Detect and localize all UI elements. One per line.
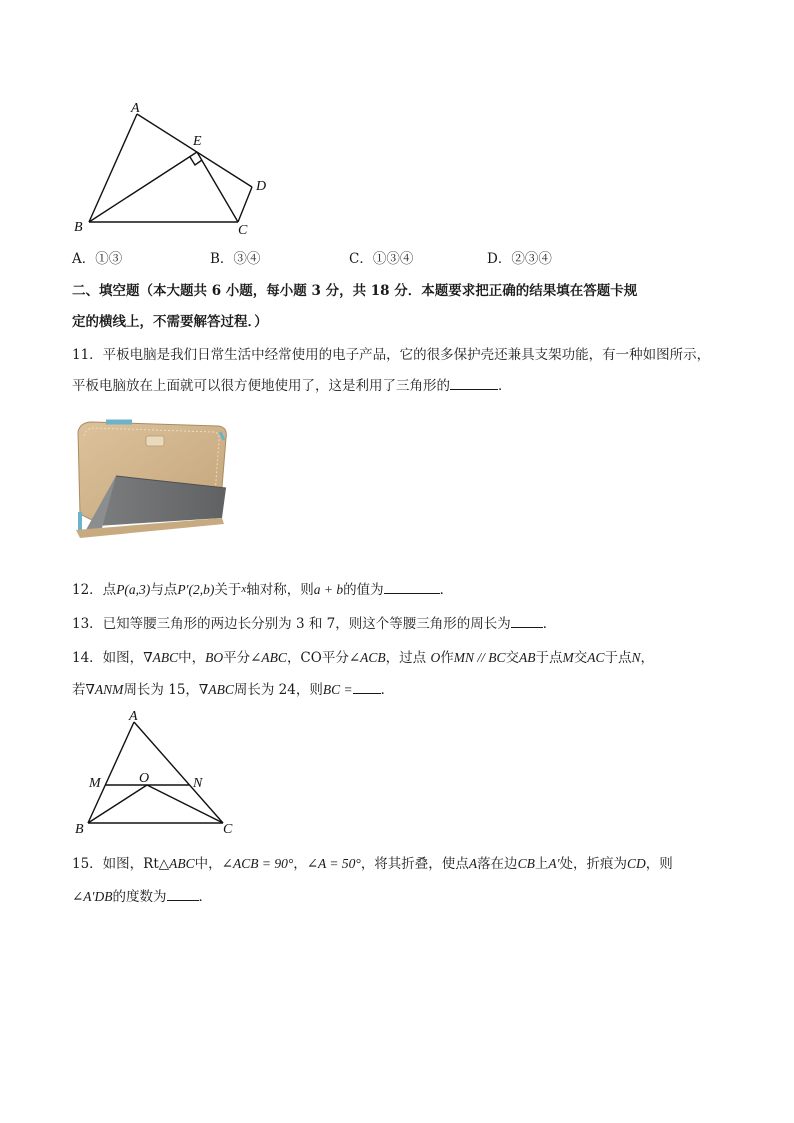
question-text: 交: [505, 650, 519, 666]
question-text: 交: [573, 650, 588, 666]
math-expression: ABC: [169, 856, 195, 871]
answer-blank: [450, 377, 498, 390]
question-text: 落在边: [477, 856, 518, 872]
option-a: A．①③: [72, 251, 123, 267]
label-a: A: [129, 709, 138, 724]
math-expression: ∠ACB: [348, 650, 386, 665]
question-text: ，将其折叠，使点: [360, 856, 469, 872]
question-text: 周长为 15，: [123, 682, 199, 698]
segment-ad: [137, 114, 252, 187]
q12-line: 12．点P(a,3)与点P′(2,b)关于x轴对称，则a + b的值为 ．: [72, 582, 454, 598]
answer-blank: [353, 681, 381, 694]
math-expression: O: [430, 650, 441, 665]
label-b: B: [74, 220, 83, 235]
label-b: B: [75, 822, 84, 837]
label-c: C: [223, 822, 233, 837]
segment-dc: [238, 187, 252, 222]
q13-line: 13．已知等腰三角形的两边长分别为 3 和 7，则这个等腰三角形的周长为 ．: [72, 616, 557, 632]
math-expression: ∇ABC: [198, 682, 234, 697]
question-text: 15．如图，Rt△: [72, 856, 170, 872]
section-2-header-line1: 二、填空题（本大题共 6 小题，每小题 3 分，共 18 分．本题要求把正确的结果填在答题卡规: [72, 283, 638, 299]
math-expression: AC: [587, 650, 605, 665]
math-expression: M: [562, 650, 574, 665]
math-expression: A: [468, 856, 478, 871]
question-text: 的度数为: [112, 889, 167, 905]
label-d: D: [256, 179, 267, 194]
question-text: 中，: [178, 650, 206, 666]
segment-co: [147, 785, 223, 823]
math-expression: ∇ANM: [85, 682, 124, 697]
option-d: D．②③④: [487, 251, 552, 267]
q15-line1: [72, 852, 673, 872]
q14-line2: 若∇ANM周长为 15，∇ABC周长为 24，则BC = ．: [72, 682, 395, 698]
question-text: ，: [640, 650, 654, 666]
question-text: 14．如图，: [72, 650, 144, 666]
question-text: ，过点: [385, 650, 431, 666]
option-b: B．③④: [210, 251, 261, 267]
question-text: 于点: [535, 650, 563, 666]
figure-2-triangle: [70, 705, 240, 840]
q11-line1: 11．平板电脑是我们日常生活中经常使用的电子产品，它的很多保护壳还兼具支架功能，有一种如图所示，: [72, 347, 711, 363]
math-expression: A′: [548, 856, 560, 871]
math-expression: ∠ABC: [250, 650, 287, 665]
label-o: O: [139, 771, 150, 786]
question-text: 中，: [194, 856, 222, 872]
section-2-header-line2: 定的横线上，不需要解答过程．）: [72, 314, 268, 330]
question-text: 周长为 24，则: [233, 682, 323, 698]
math-expression: AB: [518, 650, 536, 665]
question-text: ，CO平分: [286, 650, 349, 666]
math-expression: ∠ACB = 90°: [221, 856, 294, 871]
question-text: 平分: [223, 650, 251, 666]
math-expression: MN // BC: [453, 650, 506, 665]
question-text: 作: [440, 650, 454, 666]
tablet-stand-photo: [72, 418, 232, 540]
label-e: E: [193, 134, 202, 149]
answer-blank: [511, 615, 543, 628]
question-text: 若: [72, 682, 86, 698]
label-c: C: [238, 223, 248, 238]
question-text: ，则: [645, 856, 673, 872]
math-expression: N: [631, 650, 641, 665]
q14-line1: [72, 646, 654, 666]
math-expression: ∠A′DB: [72, 889, 113, 904]
label-a: A: [131, 101, 140, 116]
label-m: M: [89, 776, 101, 791]
math-expression: ∠A = 50°: [306, 856, 361, 871]
q15-line2: ∠A′DB的度数为 ．: [72, 889, 213, 905]
question-text: 于点: [604, 650, 632, 666]
math-expression: CD: [627, 856, 646, 871]
label-n: N: [193, 776, 203, 791]
answer-blank: [167, 888, 199, 901]
figure-1-triangle: [70, 96, 280, 241]
segment-ec: [197, 152, 238, 222]
q11-line2: 平板电脑放在上面就可以很方便地使用了，这是利用了三角形的 ．: [72, 378, 512, 394]
option-c: C．①③④: [349, 251, 414, 267]
math-expression: CB: [517, 856, 535, 871]
question-text: ，: [293, 856, 307, 872]
answer-blank: [384, 581, 440, 594]
math-expression: BO: [205, 650, 224, 665]
question-text: 上: [534, 856, 549, 872]
math-expression: BC =: [322, 682, 353, 697]
math-expression: ∇ABC: [143, 650, 179, 665]
question-text: 处，折痕为: [559, 856, 628, 872]
